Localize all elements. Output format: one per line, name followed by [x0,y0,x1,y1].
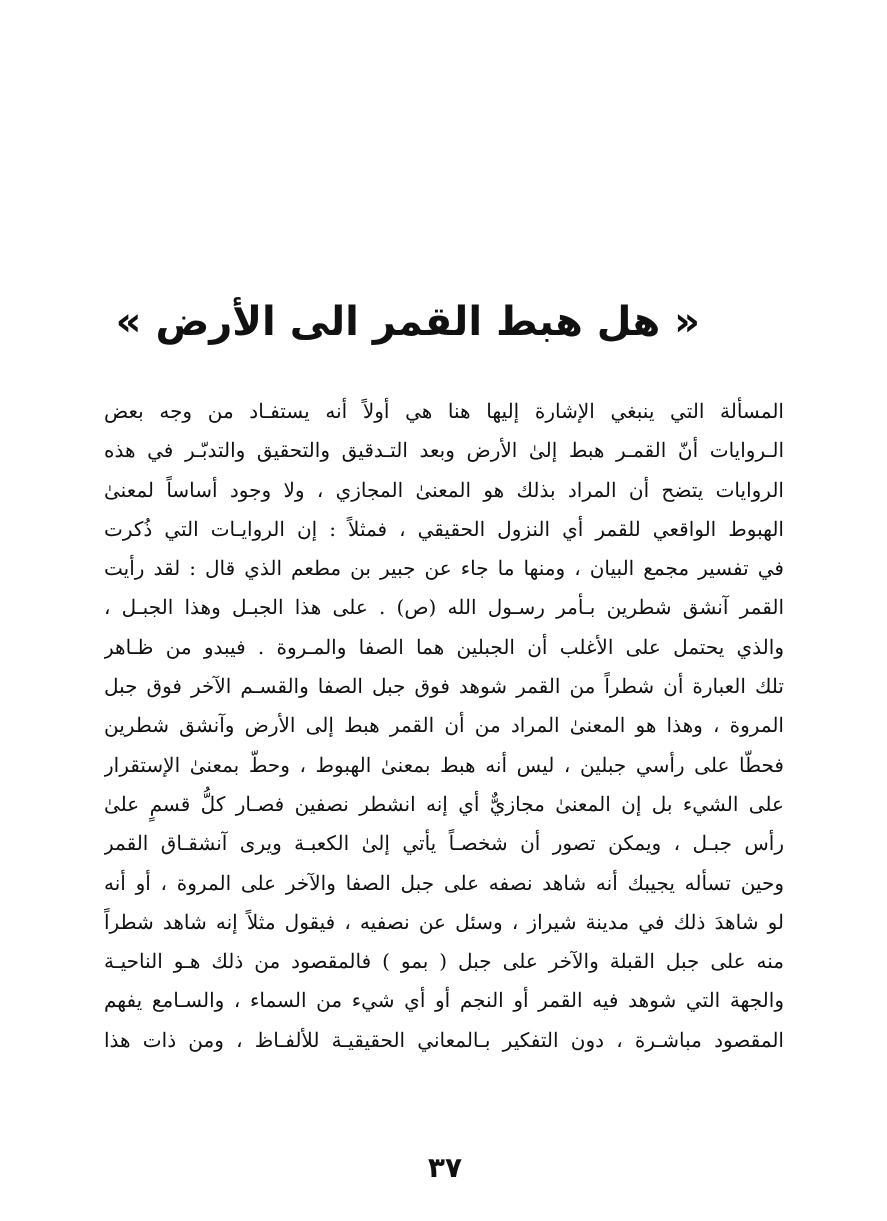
text-line: تلك العبارة أن شطراً من القمر شوهد فوق جبل الصفا والقسـم الآخر فوق جبل [104,674,784,699]
text-line: على الشيء بل إن المعنىٰ مجازيٌّ أي إنه انشطر نصفين فصـار كلُّ قسمٍ علىٰ [104,791,784,816]
text-line: الروايات يتضح أن المراد بذلك هو المعنىٰ المجازي ، ولا وجود أساساً لمعنىٰ [104,477,784,502]
body-paragraph [104,392,784,1060]
text-line: الهبوط الواقعي للقمر أي النزول الحقيقي ، فمثلاً : إن الروايـات التي ذُكرت [104,516,784,541]
text-line: والذي يحتمل على الأغلب أن الجبلين هما الصفا والمـروة . فيبدو من ظـاهر [104,634,784,659]
text-line: الـروايات أنّ القمـر هبط إلىٰ الأرض وبعد التـدقيق والتحقيق والتدبّـر في هذه [104,438,784,463]
text-line: المروة ، وهذا هو المعنىٰ المراد من أن القمر هبط إلى الأرض وآنشق شطرين [104,713,784,738]
text-line: فحطّا على رأسي جبلين ، ليس أنه هبط بمعنىٰ الهبوط ، وحطّ بمعنىٰ الإستقرار [104,752,784,777]
text-line: رأس جبـل ، ويمكن تصور أن شخصـاً يأتي إلىٰ الكعبـة ويرى آنشقـاق القمر [104,831,784,856]
text-line: في تفسير مجمع البيان ، ومنها ما جاء عن جبير بن مطعم الذي قال : لقد رأيت [104,556,784,581]
text-line: والجهة التي شوهد فيه القمر أو النجم أو أي شيء من السماء ، والسـامع يفهم [104,988,784,1013]
text-line: لو شاهدَ ذلك في مدينة شيراز ، وسئل عن نصفيه ، فيقول مثلاً إنه شاهد شطراً [104,909,784,934]
text-line: منه على جبل القبلة والآخر على جبل ( بمو ) فالمقصود من ذلك هـو الناحيـة [104,949,784,974]
text-line: المقصود مباشـرة ، دون التفكير بـالمعاني الحقيقيـة للألفـاظ ، ومن ذات هذا [104,1027,784,1052]
chapter-heading: « هل هبط القمر الى الأرض » [115,299,700,345]
text-line: المسألة التي ينبغي الإشارة إليها هنا هي أولاً أنه يستفـاد من وجه بعض [104,399,784,423]
text-line: وحين تسأله يجيبك أنه شاهد نصفه على جبل الصفا والآخر على المروة ، أو أنه [104,870,784,895]
text-line: القمر آنشق شطرين بـأمر رسـول الله (ص) . على هذا الجبـل وهذا الجبـل ، [104,595,784,620]
page-number: ٣٧ [427,1151,463,1184]
